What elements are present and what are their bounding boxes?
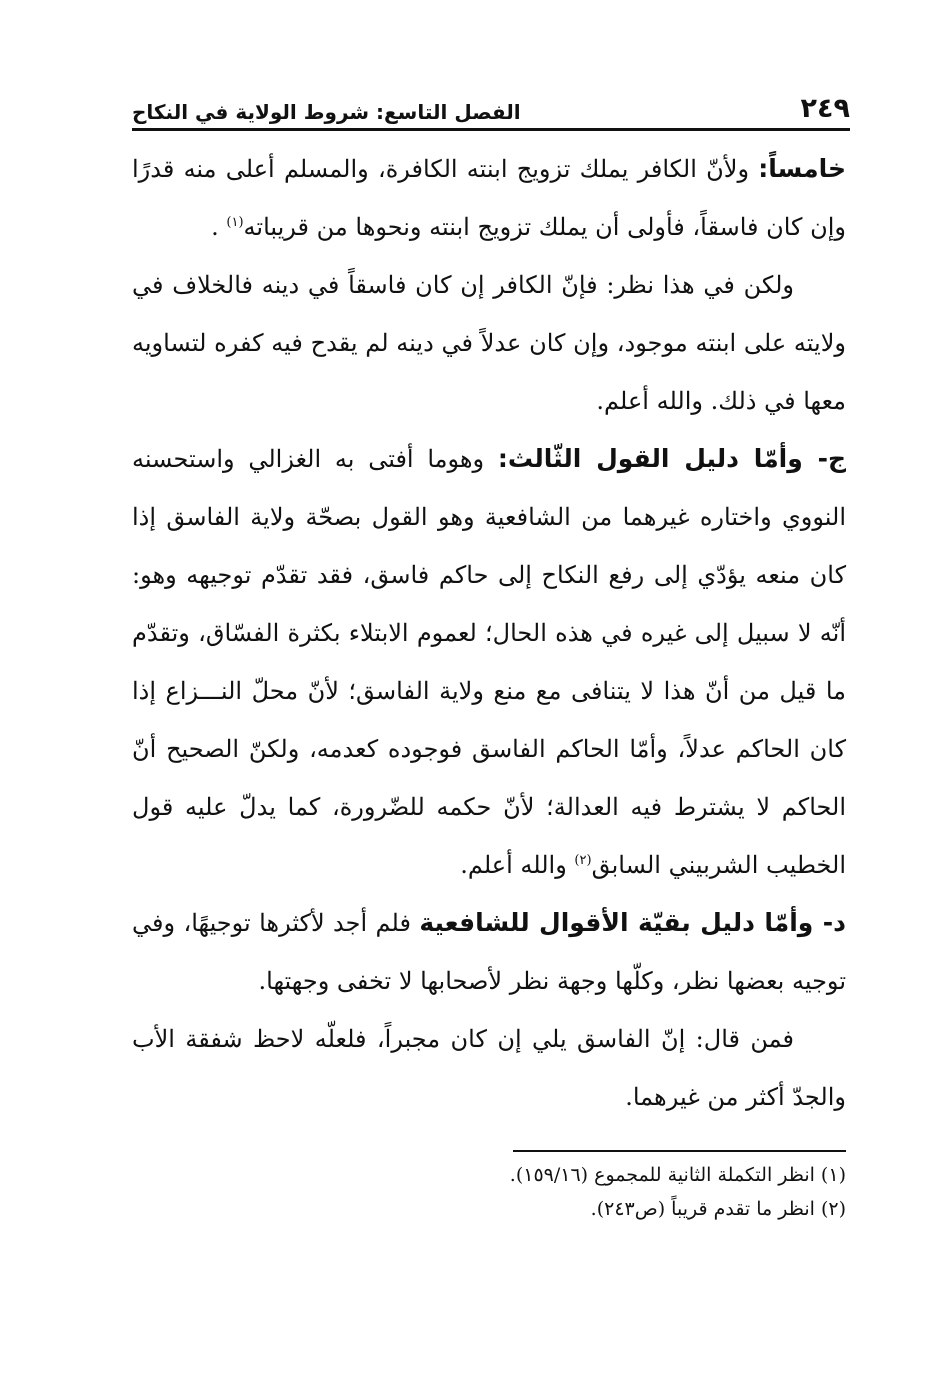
footnote-marker[interactable]: (٢) — [574, 853, 592, 868]
footnote-2: (٢) انظر ما تقدم قريباً (ص٢٤٣). — [590, 1198, 846, 1220]
main-text — [132, 140, 846, 1126]
paragraph-third-opinion — [132, 430, 846, 894]
page-number: ٢٤٩ — [800, 93, 850, 124]
footnote-1: (١) انظر التكملة الثانية للمجموع (١٥٩/١٦). — [509, 1164, 846, 1186]
footnotes-section — [132, 1150, 846, 1226]
paragraph-text: ولأنّ الكافر يملك تزويج ابنته الكافرة، والمسلم أعلى منه قدرًا وإن كان فاسقاً، فأولى أن يملك تزويج ابنته ونحوها من قريباته — [132, 155, 846, 241]
paragraph-remaining-opinions — [132, 894, 846, 1010]
paragraph-tail: والله أعلم. — [460, 851, 575, 879]
paragraph-lead: خامساً: — [758, 154, 846, 183]
paragraph-text: وهوما أفتى به الغزالي واستحسنه النووي واختاره غيرهما من الشافعية وهو القول بصحّة ولاية الفاسق إذا كان منعه يؤدّي إلى رفع النكاح إلى حاكم فاسق، فقد تقدّم توجيهه وهو: أنّه لا سبيل إلى غيره في هذه الحال؛ لعموم الابتلاء بكثرة الفسّاق، وتقدّم ما قيل من أنّ هذا لا يتنافى مع منع ولاية الفاسق؛ لأنّ محلّ النـــزاع إذا كان الحاكم عدلاً، وأمّا الحاكم الفاسق فوجوده كعدمه، ولكنّ الصحيح أنّ الحاكم لا يشترط فيه العدالة؛ لأنّ حكمه للضّرورة، كما يدلّ عليه قول الخطيب الشربيني السابق — [132, 445, 846, 879]
page-header — [132, 88, 850, 131]
paragraph-lead: د- وأمّا دليل بقيّة الأقوال للشافعية — [419, 908, 847, 937]
paragraph-text: فلم أجد لأكثرها توجيهًا، وفي توجيه بعضها نظر، وكلّها وجهة نظر لأصحابها لا تخفى وجهتها. — [132, 909, 846, 995]
paragraph-lead: ج- وأمّا دليل القول الثّالث: — [497, 444, 846, 473]
paragraph-objection — [132, 256, 846, 430]
footnote-marker[interactable]: (١) — [226, 215, 244, 230]
paragraph-conclusion — [132, 1010, 846, 1126]
paragraph-text: فمن قال: إنّ الفاسق يلي إن كان مجبراً، فلعلّه لاحظ شفقة الأب والجدّ أكثر من غيرهما. — [132, 1025, 846, 1111]
paragraph-fifth-reason — [132, 140, 846, 256]
footnote-divider — [513, 1150, 846, 1152]
running-title: الفصل التاسع: شروط الولاية في النكاح — [132, 100, 521, 124]
paragraph-text: ولكن في هذا نظر: فإنّ الكافر إن كان فاسقاً في دينه فالخلاف في ولايته على ابنته موجود، وإن كان عدلاً في دينه لم يقدح فيه كفره لتساويه معها في ذلك. والله أعلم. — [132, 271, 846, 415]
paragraph-tail: . — [211, 213, 227, 241]
